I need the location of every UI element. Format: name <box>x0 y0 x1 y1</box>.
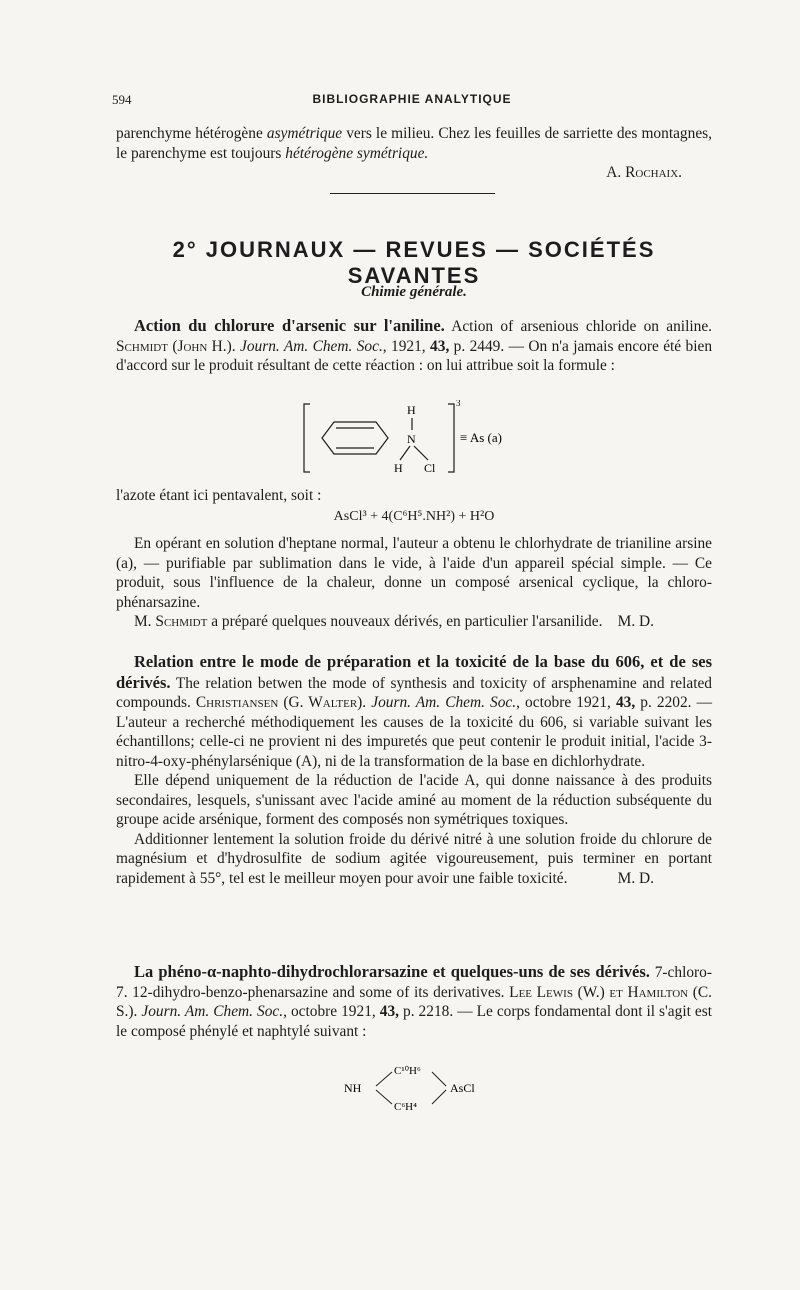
article-2-text: The relation betwen the mode of synthesis and toxicity of arsphenamine and related compounds. <box>116 674 712 711</box>
article-3-volume: 43, <box>379 1003 399 1020</box>
article-1-author: Schmidt (John H.). <box>116 337 240 355</box>
article-3-author: Lee Lewis (W.) et Hamilton (C. S.). <box>116 983 712 1020</box>
article-1-text: Action of arsenious chloride on aniline. <box>444 318 712 335</box>
article-2-author: Christiansen (G. Walter). <box>195 694 372 711</box>
formula-c6h4: C⁶H⁴ <box>394 1101 417 1113</box>
article-1-p4-text-a: M. <box>134 613 156 630</box>
article-2-text-b: p. 2202. — L'auteur a recherché méthodiquement les causes de la toxicité du 606, si variable suivant les échantillons; celle-ci ne provient ni des impuretés que peut contenir le produit initial, l'acide 3-nitro-4-oxy-phénylarsénique (A), ni de la transformation de la base en dichlorhydrate. <box>116 694 712 770</box>
article-1-p4-text-b: a préparé quelques nouveaux dérivés, en particulier l'arsanilide. <box>207 613 603 630</box>
intro-signature: A. Rochaix. <box>606 164 682 181</box>
article-1-para-3 <box>116 534 712 632</box>
article-3-title: La phéno-α-naphto-dihydrochlorarsazine et quelques-uns de ses dérivés. <box>134 962 650 981</box>
intro-paragraph <box>116 124 712 183</box>
article-1-p3-text: En opérant en solution d'heptane normal, l'auteur a obtenu le chlorhydrate de trianiline arsine (a), — purifiable par sublimation dans le vide, à l'aide d'un appareil spécial simple. — Ce produit, sous l'influence de la chaleur, donne un composé arsenical cyclique, la chloro-phénarsazine. <box>116 535 712 611</box>
article-1-p4-author: Schmidt <box>155 613 208 630</box>
intro-text-b: vers le milieu. Chez les feuilles de sarriette des montagnes, le parenchyme est toujours <box>116 125 712 162</box>
article-1-title: Action du chlorure d'arsenic sur l'aniline. <box>134 316 445 335</box>
formula-cl: Cl <box>424 461 436 475</box>
article-1-equation: AsCl³ + 4(C⁶H⁵.NH²) + H²O <box>333 509 495 524</box>
formula-c10h6: C¹⁰H⁶ <box>394 1065 421 1077</box>
formula-as: ≡ As (a) <box>460 430 502 445</box>
page-header <box>112 92 712 110</box>
intro-text-a: parenchyme hétérogène <box>116 125 267 142</box>
formula-nh: NH <box>344 1081 362 1095</box>
formula-subscript-3: 3 <box>456 400 461 408</box>
article-3-journal: Journ. Am. Chem. Soc. <box>141 1003 284 1020</box>
article-1-para-2: l'azote étant ici pentavalent, soit : <box>116 487 322 504</box>
article-2-journal: Journ. Am. Chem. Soc. <box>371 694 517 711</box>
aniline-formula-diagram <box>300 400 560 478</box>
article-2-signature: M. D. <box>617 869 654 887</box>
formula-n: N <box>407 432 416 446</box>
article-1-ref: , 1921, <box>382 337 431 355</box>
article-1-text-b: p. 2449. — On n'a jamais encore été bien d'accord sur le produit résultant de cette réaction : on lui attribue soit la formule : <box>116 337 713 374</box>
article-2-para-3: Additionner lentement la solution froide du dérivé nitré à une solution froide du chlorure de magnésium et d'hydrosulfite de sodium agitée vigoureusement, puis terminer en portant rapidement à 55°, tel est le meilleur moyen pour avoir une faible toxicité. <box>116 830 712 887</box>
article-3-para-1 <box>116 962 712 1041</box>
article-2-para-2: Elle dépend uniquement de la réduction de l'acide A, qui donne naissance à des produits secondaires, lesquels, s'unissant avec l'acide aminé au moment de la réduction subséquente du groupe acide arsénique, forment des composés non symétriques toxiques. <box>116 772 712 828</box>
article-2-ref: , octobre 1921, <box>516 694 616 711</box>
article-3-ref: , octobre 1921, <box>283 1003 380 1020</box>
separator-rule <box>330 193 495 194</box>
article-1-signature: M. D. <box>617 613 654 630</box>
section-title: 2° JOURNAUX — REVUES — SOCIÉTÉS SAVANTES <box>172 237 656 288</box>
intro-italic-a: asymétrique <box>266 125 343 142</box>
article-2-volume: 43, <box>615 694 636 711</box>
article-1-para-1 <box>116 316 712 376</box>
article-1-journal: Journ. Am. Chem. Soc. <box>239 337 383 355</box>
page-number: 594 <box>112 92 132 107</box>
article-1-volume: 43, <box>430 337 450 355</box>
formula-h-top: H <box>407 403 416 417</box>
naphtho-formula-diagram <box>340 1060 500 1116</box>
section-subtitle: Chimie générale. <box>361 284 467 300</box>
article-3-text: 7-chloro-7. 12-dihydro-benzo-phenarsazine and some of its derivatives. <box>116 964 712 1001</box>
formula-ascl: AsCl <box>450 1081 475 1095</box>
article-3-text-b: p. 2218. — Le corps fondamental dont il s'agit est le composé phénylé et naphtylé suivant : <box>116 1003 712 1040</box>
intro-italic-b: hétérogène symétrique. <box>285 144 429 162</box>
formula-h-bottom: H <box>394 461 403 475</box>
article-2-para-1 <box>116 652 712 888</box>
article-2-title: Relation entre le mode de préparation et la toxicité de la base du 606, et de ses dérivés. <box>116 652 712 692</box>
running-title: BIBLIOGRAPHIE ANALYTIQUE <box>312 92 512 106</box>
